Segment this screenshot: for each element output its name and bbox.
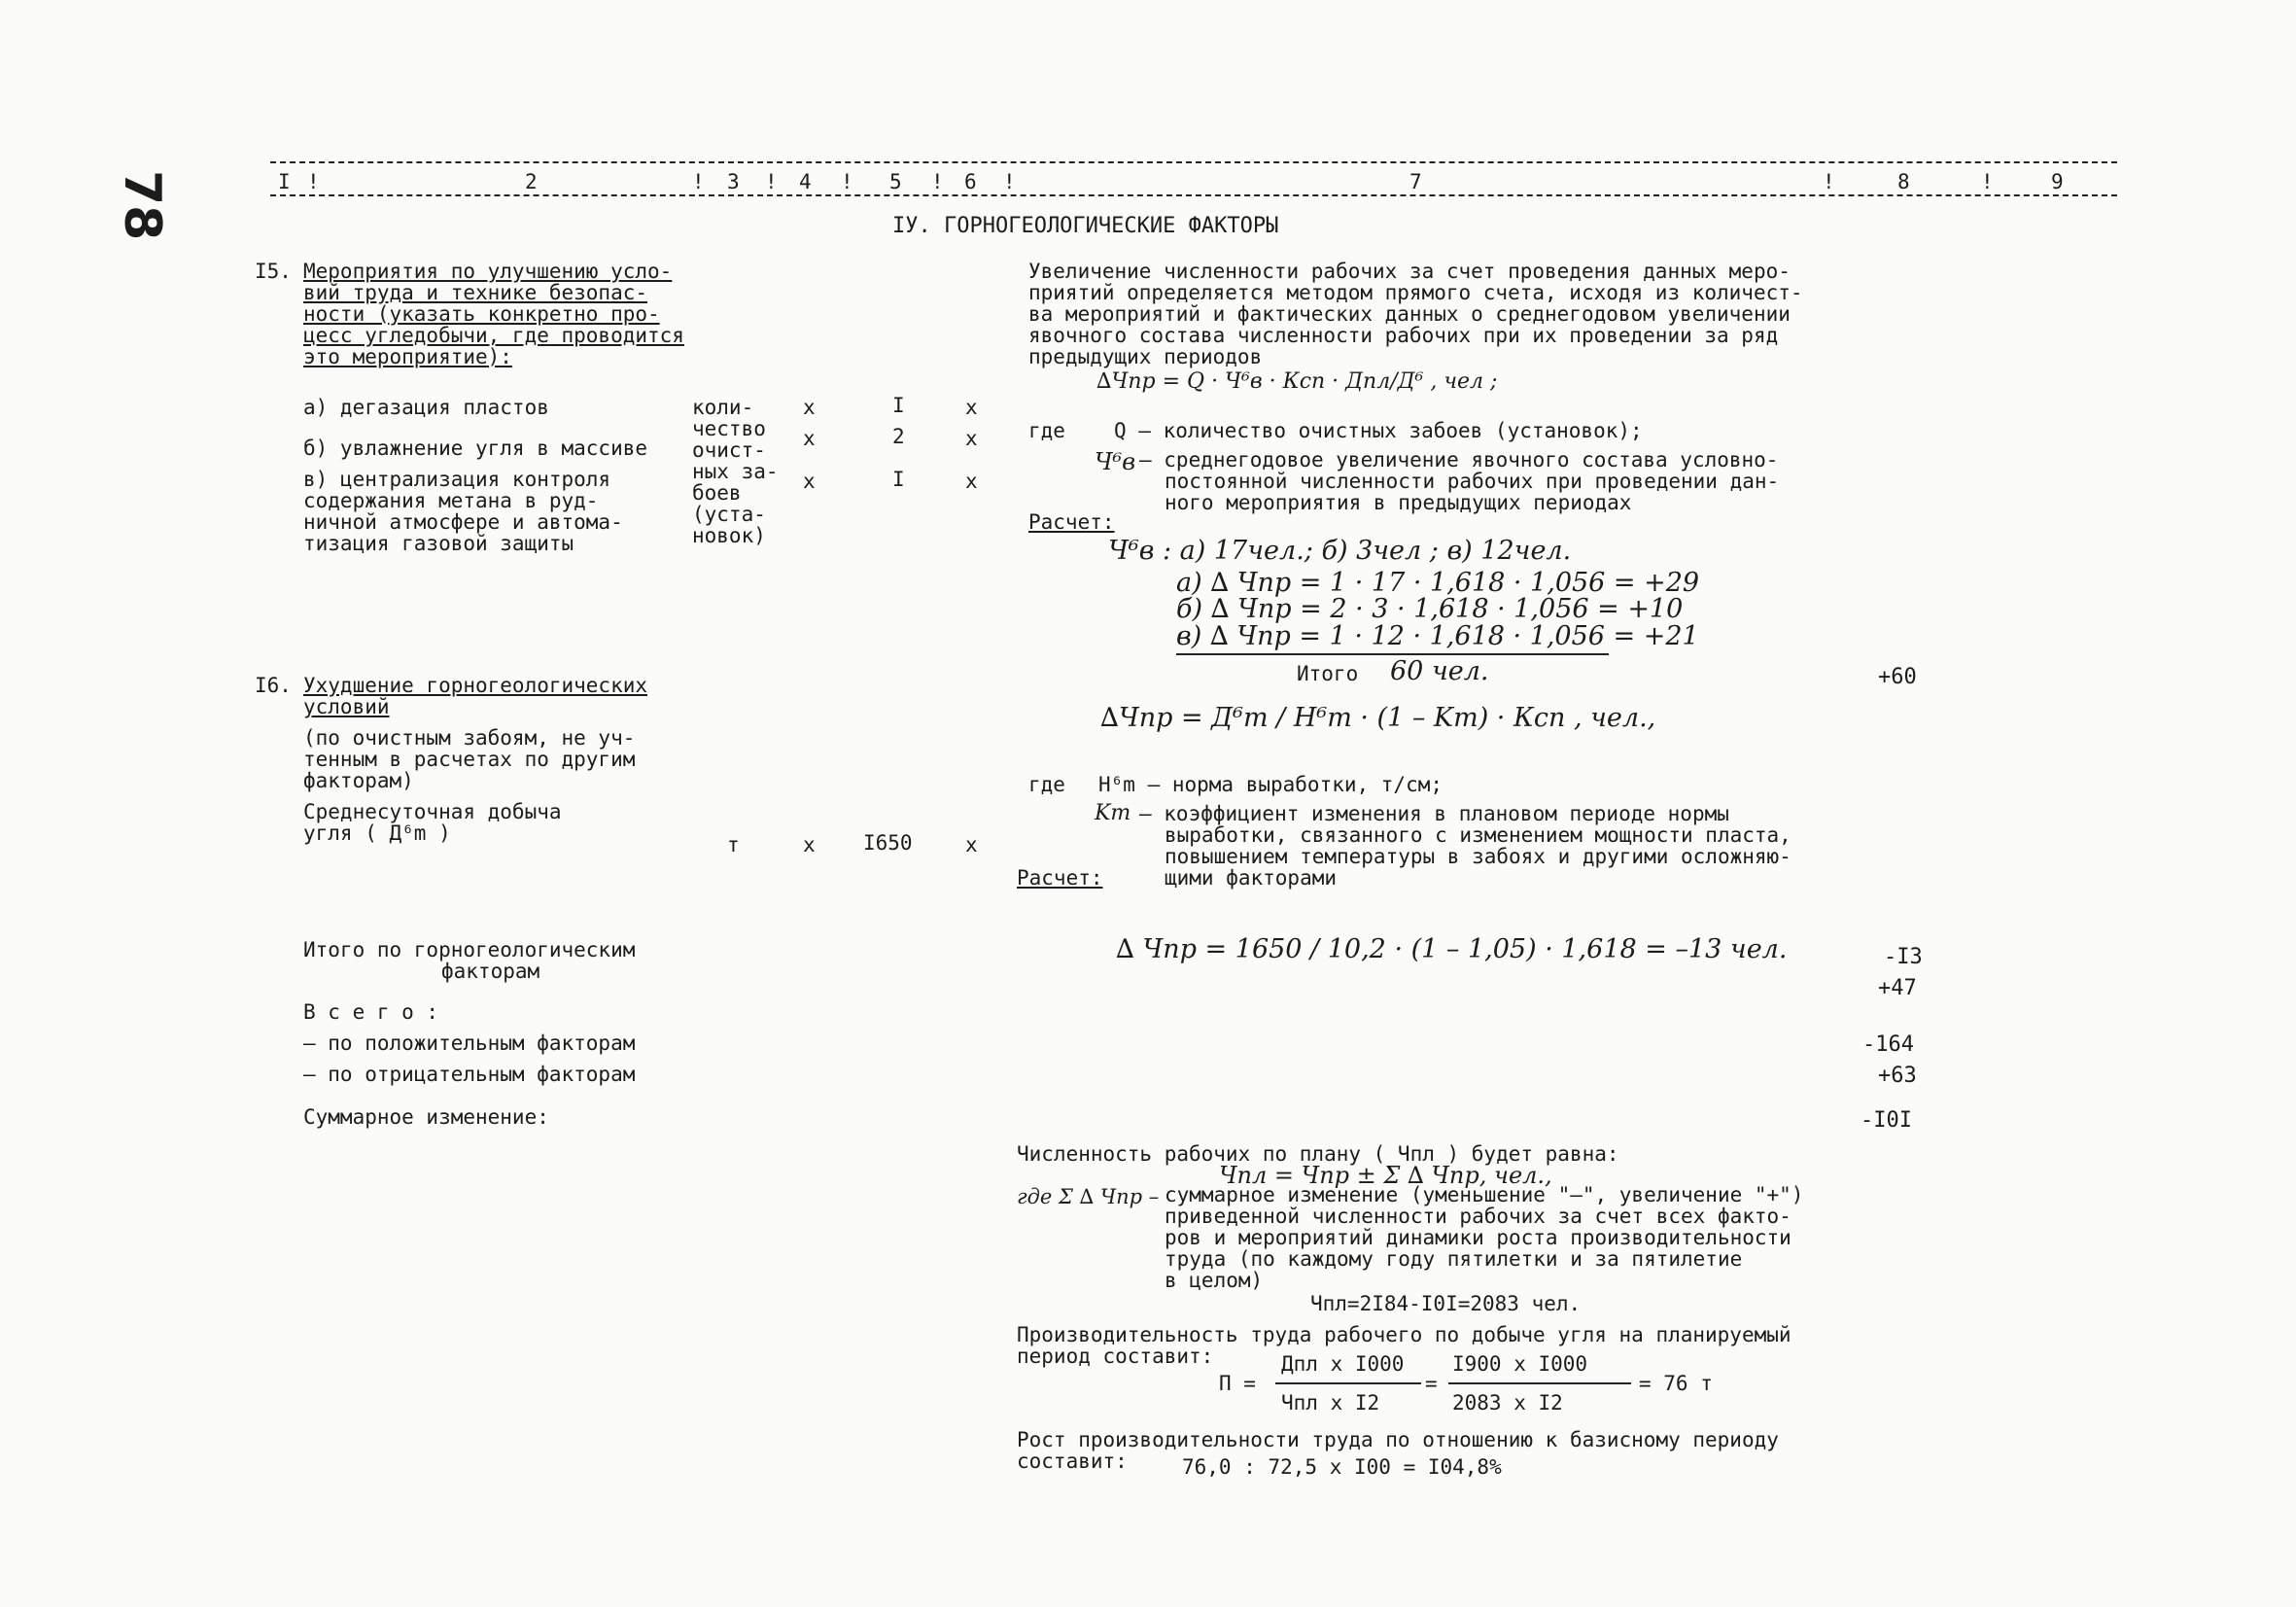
item16-calc: ∆ Чпр = 1650 / 10,2 · (1 – 1,05) · 1,618 = –13 чел.: [1116, 934, 1788, 964]
column-separator: !: [692, 170, 705, 193]
footer-plan-headcount: Численность рабочих по плану ( Чпл ) будет равна:: [1017, 1142, 1619, 1166]
footer-frac2-bar: [1448, 1382, 1631, 1384]
column-header-1: I: [278, 170, 291, 193]
footer-p-result: = 76 т: [1639, 1372, 1713, 1395]
item16-col6: х: [965, 833, 978, 856]
column-separator: !: [1003, 170, 1016, 193]
footer-equals: =: [1425, 1372, 1438, 1395]
footer-frac1-bottom: Чпл х I2: [1281, 1391, 1380, 1415]
footer-frac2-bottom: 2083 х I2: [1452, 1391, 1563, 1415]
footer-frac2-top: I900 х I000: [1452, 1352, 1588, 1376]
item16-where-label: где: [1028, 773, 1065, 796]
item16-col5: I650: [863, 831, 913, 855]
item16-formula: ∆Чпр = Д⁶m / Н⁶m · (1 – Km) · Ксп , чел.,: [1100, 703, 1656, 733]
summary-negative-value: +63: [1878, 1064, 1917, 1088]
item16-where-k: – коэффициент изменения в плановом периоде нормы выработки, связанного с изменением мощности пласта, повышением температуры в забоях и другими осложняю- щими факторами: [1139, 802, 1792, 890]
summary-total-change-label: Суммарное изменение:: [303, 1105, 549, 1129]
column-separator: !: [1823, 170, 1835, 193]
item15-total-value: 60 чел.: [1390, 656, 1489, 686]
item15-calc-line-3: б) ∆ Чпр = 2 · 3 · 1,618 · 1,056 = +10: [1176, 594, 1684, 624]
item15-number: I5.: [255, 260, 292, 283]
footer-plan-formula: Чпл = Чпр ± Σ ∆ Чпр, чел.,: [1219, 1162, 1552, 1189]
item15-row-a-label: а) дегазация пластов: [303, 396, 549, 419]
column-header-3: 3: [727, 170, 740, 193]
footer-growth-calc: 76,0 : 72,5 х I00 = I04,8%: [1182, 1455, 1502, 1479]
header-rule-bottom: [270, 194, 2117, 196]
item15-calc-label: Расчет:: [1028, 510, 1115, 534]
summary-itogo-value: +47: [1878, 976, 1917, 1000]
item16-where-h: Н⁶m – норма выработки, т/см;: [1098, 773, 1444, 796]
column-header-9: 9: [2051, 170, 2064, 193]
item15-total-label: Итого: [1297, 662, 1359, 685]
item15-calc-line-2: а) ∆ Чпр = 1 · 17 · 1,618 · 1,056 = +29: [1176, 568, 1700, 598]
footer-p-label: П =: [1219, 1372, 1256, 1395]
item15-description: Увеличение численности рабочих за счет проведения данных меро- приятий определяется методом прямого счета, исходя из количест- ва мероприятий и фактических данных о среднегодовом увеличении явочного состава численности рабочих при их проведении за ряд предыдущих периодов: [1028, 260, 1803, 368]
item16-calc-label: Расчет:: [1017, 866, 1103, 890]
summary-positive-label: – по положительным факторам: [303, 1031, 636, 1055]
item16-col4: х: [803, 833, 816, 856]
summary-itogo-label: Итого по горногеологическим факторам: [303, 938, 636, 983]
item15-where-q: Q – количество очистных забоев (установок);: [1114, 419, 1643, 442]
item15-row-b-label: б) увлажнение угля в массиве: [303, 437, 648, 460]
item16-daily-output: Среднесуточная добыча угля ( Д⁶m ): [303, 800, 562, 845]
footer-growth: Рост производительности труда по отношению к базисному периоду составит:: [1017, 1428, 1779, 1473]
item15-calc-line-1: Ч⁶в : а) 17чел.; б) 3чел ; в) 12чел.: [1108, 536, 1572, 566]
item16-col8: -I3: [1884, 945, 1923, 969]
page-number: 78: [113, 170, 171, 241]
footer-frac1-top: Дпл х I000: [1281, 1352, 1405, 1376]
item16-note: (по очистным забоям, не уч- тенным в расчетах по другим факторам): [303, 726, 636, 792]
item15-where-ch: – среднегодовое увеличение явочного состава условно- постоянной численности рабочих при проведении дан- ного мероприятия в предыдущих периодах: [1139, 448, 1780, 514]
column-header-6: 6: [964, 170, 977, 193]
column-separator: !: [307, 170, 320, 193]
column-separator: !: [841, 170, 853, 193]
column-header-2: 2: [525, 170, 538, 193]
header-rule-top: [270, 161, 2117, 163]
item16-unit: т: [727, 833, 740, 856]
summary-positive-value: -164: [1862, 1032, 1914, 1057]
column-header-8: 8: [1897, 170, 1910, 193]
item15-row-a-col4: х: [803, 396, 816, 419]
footer-frac1-bar: [1275, 1382, 1421, 1384]
item15-where-label: где: [1028, 419, 1065, 442]
item15-row-b-col4: х: [803, 427, 816, 450]
item15-calc-line-4: в) ∆ Чпр = 1 · 12 · 1,618 · 1,056 = +21: [1176, 621, 1699, 651]
item15-row-c-col6: х: [965, 470, 978, 493]
item15-row-a-col5: I: [892, 394, 905, 417]
footer-chpl: Чпл=2I84-I0I=2083 чел.: [1310, 1292, 1582, 1315]
item16-where-k-symbol: Km: [1095, 801, 1131, 825]
item15-row-c-label: в) централизация контроля содержания метана в руд- ничной атмосфере и автома- тизация газовой защиты: [303, 468, 623, 555]
item15-where-ch-symbol: Ч⁶в: [1095, 448, 1136, 475]
footer-where-prefix: где Σ ∆ Чпр –: [1017, 1185, 1160, 1208]
item15-row-c-col5: I: [892, 468, 905, 491]
item15-row-b-col5: 2: [892, 425, 905, 448]
column-header-7: 7: [1409, 170, 1422, 193]
section-title: IУ. ГОРНОГЕОЛОГИЧЕСКИЕ ФАКТОРЫ: [892, 214, 1279, 238]
item15-unit: коли- чество очист- ных за- боев (уста- новок): [692, 396, 779, 547]
item15-row-c-col4: х: [803, 470, 816, 493]
item15-row-a-col6: х: [965, 396, 978, 419]
item15-col8: +60: [1878, 665, 1917, 689]
footer-productivity: Производительность труда рабочего по добыче угля на планируемый период составит:: [1017, 1323, 1792, 1368]
footer-where-description: суммарное изменение (уменьшение "–", увеличение "+") приведенной численности рабочих за счет всех факто- ров и мероприятий динамики роста производительности труда (по каждому году пятилетки и за пятилетие в целом): [1165, 1183, 1804, 1292]
column-header-4: 4: [799, 170, 812, 193]
column-separator: !: [765, 170, 778, 193]
column-separator: !: [1981, 170, 1994, 193]
item16-number: I6.: [255, 674, 292, 697]
item15-formula: ∆Чпр = Q · Ч⁶в · Ксп · Дпл/Д⁶ , чел ;: [1096, 369, 1498, 394]
item15-title: Мероприятия по улучшению усло- вий труда и технике безопас- ности (указать конкретно про- цесс угледобычи, где проводится это мероприятие):: [303, 260, 684, 368]
summary-total-change-value: -I0I: [1861, 1108, 1912, 1133]
summary-vsego: В с е г о :: [303, 1000, 439, 1024]
column-header-5: 5: [889, 170, 902, 193]
item15-sum-line: [1176, 653, 1609, 655]
summary-negative-label: – по отрицательным факторам: [303, 1063, 636, 1086]
item16-title: Ухудшение горногеологических условий: [303, 674, 648, 718]
column-separator: !: [931, 170, 944, 193]
item15-row-b-col6: х: [965, 427, 978, 450]
